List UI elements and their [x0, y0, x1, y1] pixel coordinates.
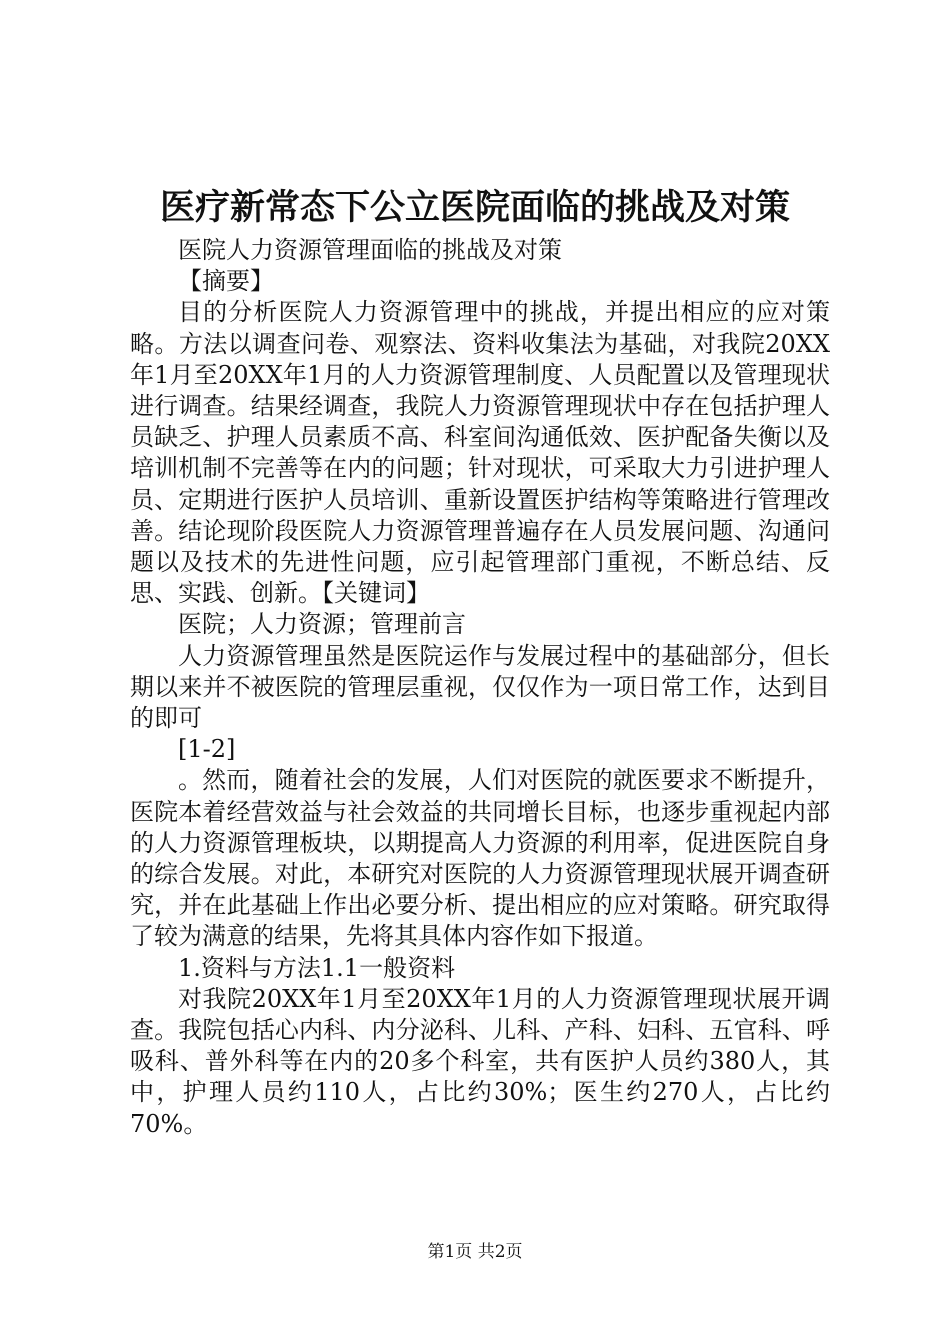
document-title: 医疗新常态下公立医院面临的挑战及对策: [159, 187, 790, 228]
subtitle-paragraph: 医院人力资源管理面临的挑战及对策: [178, 236, 562, 264]
abstract-paragraph: 目的分析医院人力资源管理中的挑战，并提出相应的应对策略。方法以调查问卷、观察法、资料收集法为基础，对我院20XX年1月至20XX年1月的人力资源管理制度、人员配置以及管理现状进行调查。结果经调查，我院人力资源管理现状中存在包括护理人员缺乏、护理人员素质不高、科室间沟通低效、医护配备失衡以及培训机制不完善等在内的问题；针对现状，可采取大力引进护理人员、定期进行医护人员培训、重新设置医护结构等策略进行管理改善。结论现阶段医院人力资源管理普遍存在人员发展问题、沟通问题以及技术的先进性问题，应引起管理部门重视，不断总结、反思、实践、创新。【关键词】: [130, 298, 830, 608]
general-data-paragraph: 对我院20XX年1月至20XX年1月的人力资源管理现状展开调查。我院包括心内科、内分泌科、儿科、产科、妇科、五官科、呼吸科、普外科等在内的20多个科室，共有医护人员约380人，其中，护理人员约110人，占比约30%；医生约270人，占比约70%。: [130, 984, 830, 1138]
keywords-paragraph: 医院；人力资源；管理前言: [178, 610, 466, 639]
citation-reference: [1-2]: [178, 735, 236, 764]
preface-paragraph: 人力资源管理虽然是医院运作与发展过程中的基础部分，但长期以来并不被医院的管理层重视，仅仅作为一项日常工作，达到目的即可: [130, 641, 830, 733]
page-footer: 第1页 共2页: [427, 1242, 523, 1262]
document-body: [130, 235, 830, 1140]
section-heading: 1.资料与方法1.1一般资料: [178, 953, 456, 982]
abstract-heading: 【摘要】: [178, 267, 274, 296]
preface-continuation-paragraph: 。然而，随着社会的发展，人们对医院的就医要求不断提升，医院本着经营效益与社会效益的共同增长目标，也逐步重视起内部的人力资源管理板块，以期提高人力资源的利用率，促进医院自身的综合发展。对此，本研究对医院的人力资源管理现状展开调查研究，并在此基础上作出必要分析、提出相应的应对策略。研究取得了较为满意的结果，先将其具体内容作如下报道。: [130, 766, 830, 951]
